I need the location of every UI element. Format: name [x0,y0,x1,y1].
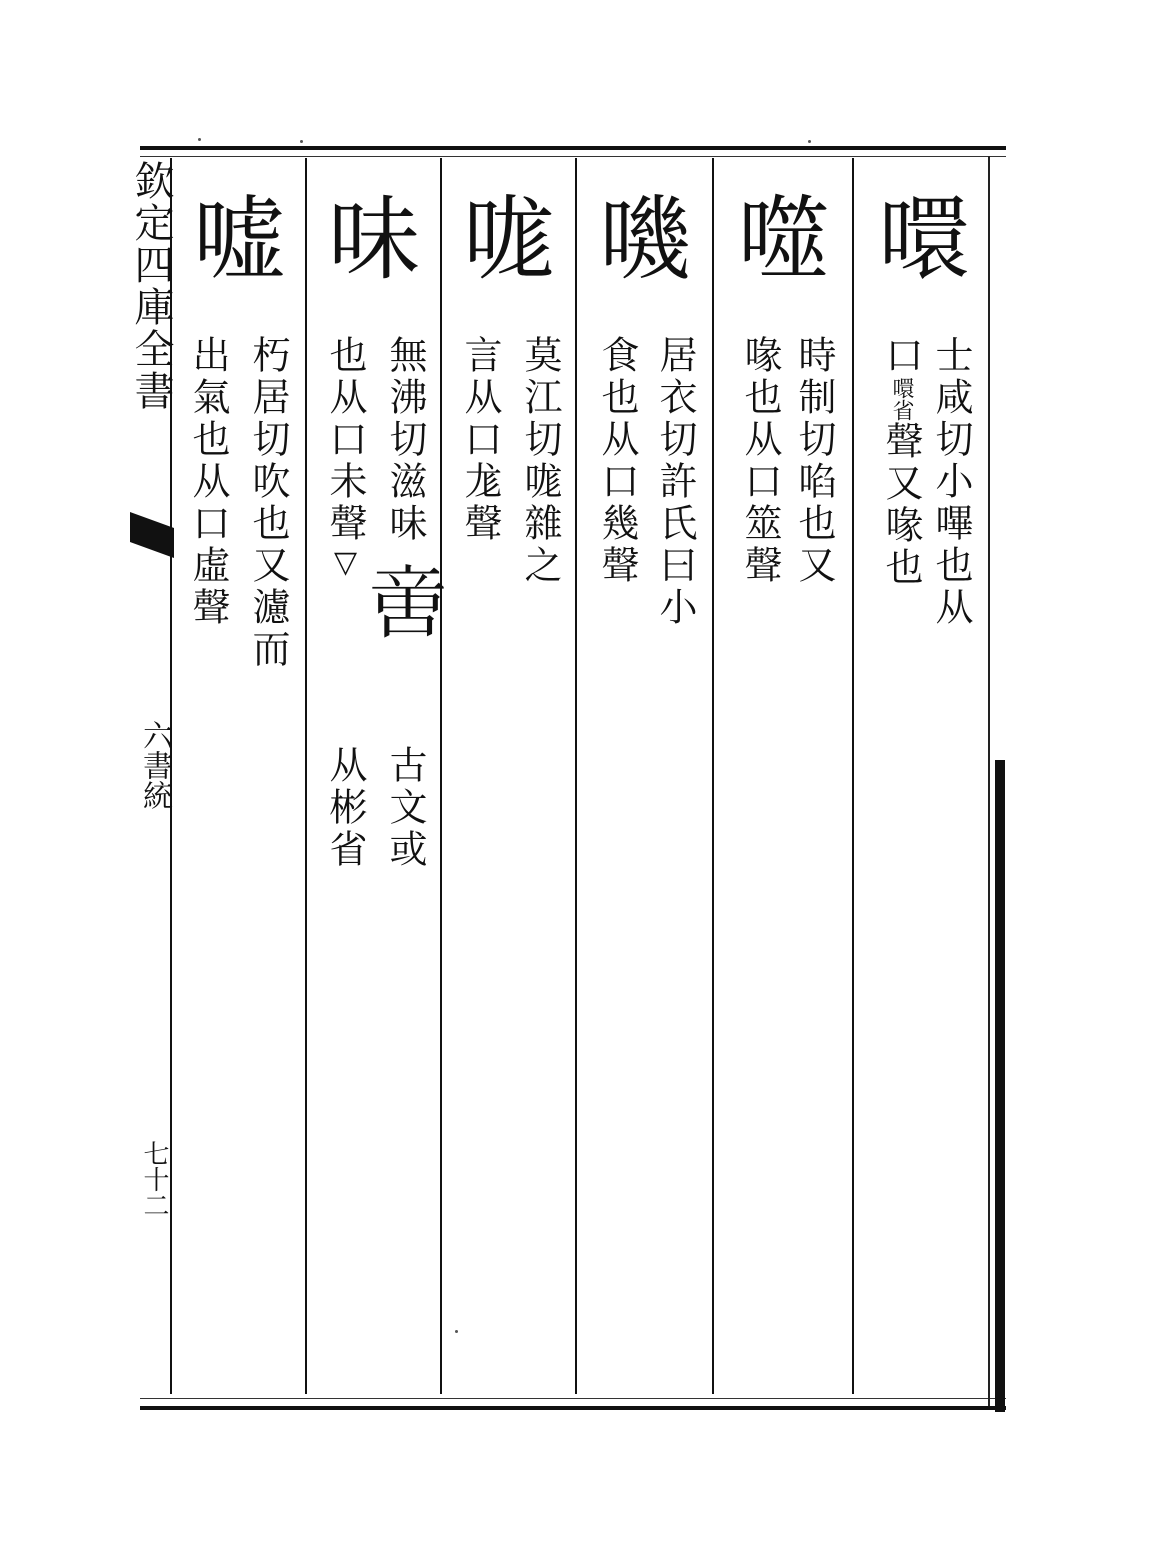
variant-note-column: 古文或 [383,745,427,871]
frame-right-heavy-rule [995,760,1005,1412]
gloss-column: 朽居切吹也又濾而 [246,335,290,671]
margin-page-number: 七十二 [139,1140,169,1218]
gloss-column: 士咸切小嗶也从 [929,335,973,629]
ink-speck [455,1330,458,1333]
gloss-text: 口 [879,335,923,377]
gloss-column: 居衣切許氏曰小 [653,335,697,629]
seal-script-headword: 嘘 [192,186,285,293]
seal-script-headword: 哤 [462,186,555,293]
column-rule [575,158,577,1394]
gloss-column: 時制切啗也又 [792,335,836,587]
gloss-small-text: 噮省 [889,377,914,421]
dictionary-entry [310,165,448,1390]
dictionary-entry [858,165,990,1390]
variant-seal-glyph: 𠶷 [368,558,448,651]
column-rule [440,158,442,1394]
dictionary-entry [445,165,573,1390]
margin-collection-title: 欽定四庫全書 [128,160,174,412]
frame-bottom-inner-rule [140,1398,1006,1399]
dictionary-entry [717,165,850,1390]
frame-bottom-rule [140,1406,1006,1410]
margin-book-title: 六書統 [137,720,172,810]
ink-speck [300,140,303,143]
variant-marker: ▽ [328,545,363,584]
gloss-text: 也从口未聲 [323,335,367,545]
dictionary-entry [175,165,303,1390]
ink-speck [808,140,811,143]
variant-note-column: 从彬省 [323,745,367,871]
column-rule [305,158,307,1394]
seal-script-headword: 味 [327,186,420,293]
seal-script-headword: 嘰 [598,186,691,293]
gloss-text: 聲又喙也 [879,421,923,589]
gloss-column: 言从口尨聲 [458,335,502,545]
column-rule [852,158,854,1394]
seal-script-headword: 噬 [737,186,830,293]
gloss-column [876,335,926,589]
column-rule [712,158,714,1394]
frame-top-inner-rule [140,156,1006,157]
gloss-column: 食也从口幾聲 [595,335,639,587]
frame-top-rule [140,146,1006,150]
gloss-column: 無沸切滋味 [383,335,427,545]
ink-speck [198,138,201,141]
gloss-column: 喙也从口筮聲 [738,335,782,587]
gloss-column: 莫江切哤雜之 [518,335,562,587]
fish-tail-mark [130,512,174,558]
gloss-column: 出氣也从口虛聲 [186,335,230,629]
dictionary-entry [580,165,710,1390]
seal-script-headword: 噮 [877,186,970,293]
gloss-column [320,335,370,584]
